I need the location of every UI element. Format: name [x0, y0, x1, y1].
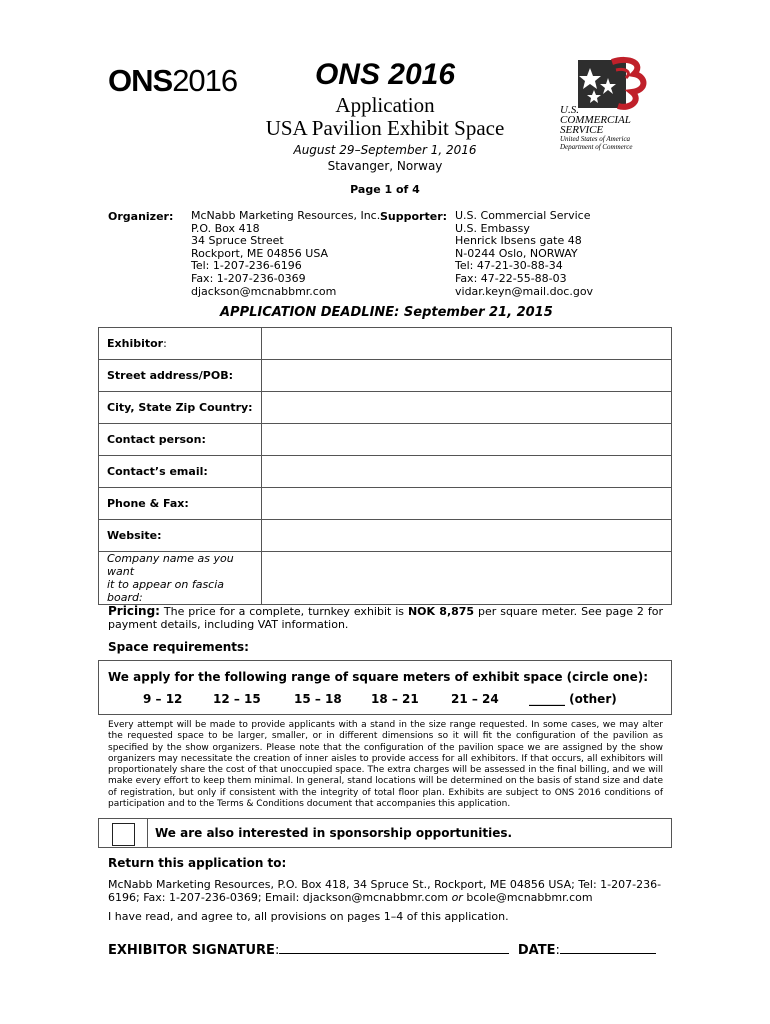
- city-label: City, State Zip Country:: [99, 392, 262, 424]
- supporter-line: Henrick Ibsens gate 48: [455, 234, 582, 248]
- email-label: Contact’s email:: [99, 456, 262, 488]
- application-deadline: APPLICATION DEADLINE: September 21, 2015: [220, 305, 553, 320]
- form-row-email: [99, 456, 672, 488]
- supporter-email[interactable]: vidar.keyn@mail.doc.gov: [455, 284, 594, 298]
- pricing-text-2: per square meter. See page 2 for payment details, including VAT information.: [108, 605, 663, 631]
- space-range-title: We apply for the following range of square meters of exhibit space (circle one):: [108, 670, 649, 684]
- company-label: [99, 552, 262, 605]
- organizer-line: Rockport, ME 04856 USA: [191, 246, 329, 260]
- seal-commercial: COMMERCIAL: [560, 114, 631, 126]
- logo-year: 2016: [172, 63, 238, 98]
- return-address-text: McNabb Marketing Resources, P.O. Box 418, 34 Spruce St., Rockport, ME 04856 USA; Tel: 1-207-236-6196; Fax: 1-207-236-0369; Email: djackson@mcnabbmr.com: [108, 878, 662, 904]
- signature-line[interactable]: [279, 941, 509, 954]
- signature-colon: :: [274, 943, 280, 958]
- phone-label: Phone & Fax:: [99, 488, 262, 520]
- subtitle-application: Application: [335, 93, 435, 117]
- form-row-phone: [99, 488, 672, 520]
- sponsorship-checkbox[interactable]: [112, 823, 135, 846]
- event-dates: August 29–September 1, 2016: [293, 143, 477, 157]
- street-field[interactable]: [261, 360, 671, 392]
- space-disclaimer: Every attempt will be made to provide applicants with a stand in the size range requested. In some cases, we may alter the requested space to be larger, smaller, or in different dimensions so it will fit the configuration of the pavilion as specified by the show organizers. Please note that the configuration of the pavilion space we are assigned by the show organizers may necessitate the creation of inner aisles to provide access for all exhibitors. If that occurs, all exhibitors will proportionately share the cost of that unoccupied space. The extra charges will be assessed in the final billing, and we will make every effort to keep them minimal. In general, stand locations will be determined on the basis of stand size and date of registration, but only if consistent with the integrity of total floor plan. Exhibits are subject to ONS 2016 conditions of participation and to the Terms & Conditions document that accompanies this application.: [108, 720, 663, 810]
- ons-logo: [108, 63, 237, 99]
- range-option-other[interactable]: ______ (other): [529, 692, 617, 706]
- form-row-company: [99, 552, 672, 605]
- range-option[interactable]: 21 – 24: [451, 692, 499, 706]
- page-title: ONS 2016: [314, 58, 456, 91]
- website-label: Website:: [99, 520, 262, 552]
- supporter-line: Fax: 47-22-55-88-03: [455, 271, 567, 285]
- signature-row: [108, 941, 656, 958]
- us-commercial-service-seal: [560, 56, 670, 151]
- pricing-paragraph: [108, 605, 663, 631]
- website-field[interactable]: [261, 520, 671, 552]
- pricing-text-1: The price for a complete, turnkey exhibit is: [159, 605, 408, 618]
- exhibitor-label-colon: :: [163, 337, 167, 350]
- return-heading: Return this application to:: [108, 856, 287, 870]
- pricing-price: NOK 8,875: [407, 605, 475, 618]
- logo-bold: ONS: [108, 63, 173, 98]
- seal-service: SERVICE: [560, 124, 604, 136]
- supporter-line: N-0244 Oslo, NORWAY: [455, 246, 578, 260]
- sponsorship-row: [98, 818, 672, 848]
- contact-label: Contact person:: [99, 424, 262, 456]
- supporter-line: U.S. Commercial Service: [455, 209, 591, 222]
- page-number: Page 1 of 4: [350, 183, 420, 196]
- contact-field[interactable]: [261, 424, 671, 456]
- seal-us: U.S.: [560, 104, 579, 116]
- email-field[interactable]: [261, 456, 671, 488]
- street-label: Street address/POB:: [99, 360, 262, 392]
- exhibitor-field[interactable]: [261, 328, 671, 360]
- exhibitor-label-text: Exhibitor: [107, 337, 164, 350]
- organizer-label: Organizer:: [108, 210, 174, 223]
- event-place: Stavanger, Norway: [327, 159, 443, 173]
- phone-field[interactable]: [261, 488, 671, 520]
- return-address: [108, 878, 668, 904]
- organizer-line: 34 Spruce Street: [191, 234, 284, 248]
- exhibitor-label: [99, 328, 262, 360]
- seal-usa: United States of America: [560, 135, 631, 143]
- seal-doc: Department of Commerce: [560, 143, 633, 151]
- company-label-line1: Company name as you want: [107, 552, 234, 578]
- return-alt-email: bcole@mcnabbmr.com: [462, 891, 593, 904]
- range-option[interactable]: 15 – 18: [294, 692, 342, 706]
- supporter-line: U.S. Embassy: [455, 221, 530, 235]
- organizer-line: Fax: 1-207-236-0369: [191, 271, 306, 285]
- organizer-line: McNabb Marketing Resources, Inc.: [191, 209, 381, 222]
- organizer-address: [191, 210, 380, 298]
- space-heading: Space requirements:: [108, 640, 249, 654]
- supporter-line: Tel: 47-21-30-88-34: [455, 259, 563, 273]
- supporter-address: [455, 210, 593, 298]
- organizer-email[interactable]: djackson@mcnabbmr.com: [191, 284, 337, 298]
- form-row-exhibitor: [99, 328, 672, 360]
- date-colon: :: [555, 943, 560, 958]
- organizer-line: P.O. Box 418: [191, 221, 260, 235]
- range-option[interactable]: 18 – 21: [371, 692, 419, 706]
- form-row-contact: [99, 424, 672, 456]
- form-row-street: [99, 360, 672, 392]
- organizer-line: Tel: 1-207-236-6196: [191, 259, 302, 273]
- range-option[interactable]: 9 – 12: [143, 692, 183, 706]
- sponsorship-label: We are also interested in sponsorship opportunities.: [155, 826, 513, 840]
- range-option[interactable]: 12 – 15: [213, 692, 261, 706]
- signature-label: EXHIBITOR SIGNATURE: [108, 943, 275, 958]
- form-row-website: [99, 520, 672, 552]
- divider: [147, 819, 148, 847]
- space-range-box: [98, 660, 672, 715]
- date-label: DATE: [517, 943, 556, 958]
- supporter-label: Supporter:: [380, 210, 448, 223]
- exhibitor-form: [98, 327, 672, 605]
- subtitle-exhibit-space: USA Pavilion Exhibit Space: [265, 116, 505, 140]
- agreement-text: I have read, and agree to, all provisions on pages 1–4 of this application.: [108, 910, 509, 923]
- date-line[interactable]: [560, 941, 656, 954]
- company-field[interactable]: [261, 552, 671, 605]
- city-field[interactable]: [261, 392, 671, 424]
- return-or: or: [451, 891, 463, 904]
- form-row-city: [99, 392, 672, 424]
- pricing-label: Pricing:: [108, 604, 160, 618]
- company-label-line2: it to appear on fascia board:: [107, 578, 225, 604]
